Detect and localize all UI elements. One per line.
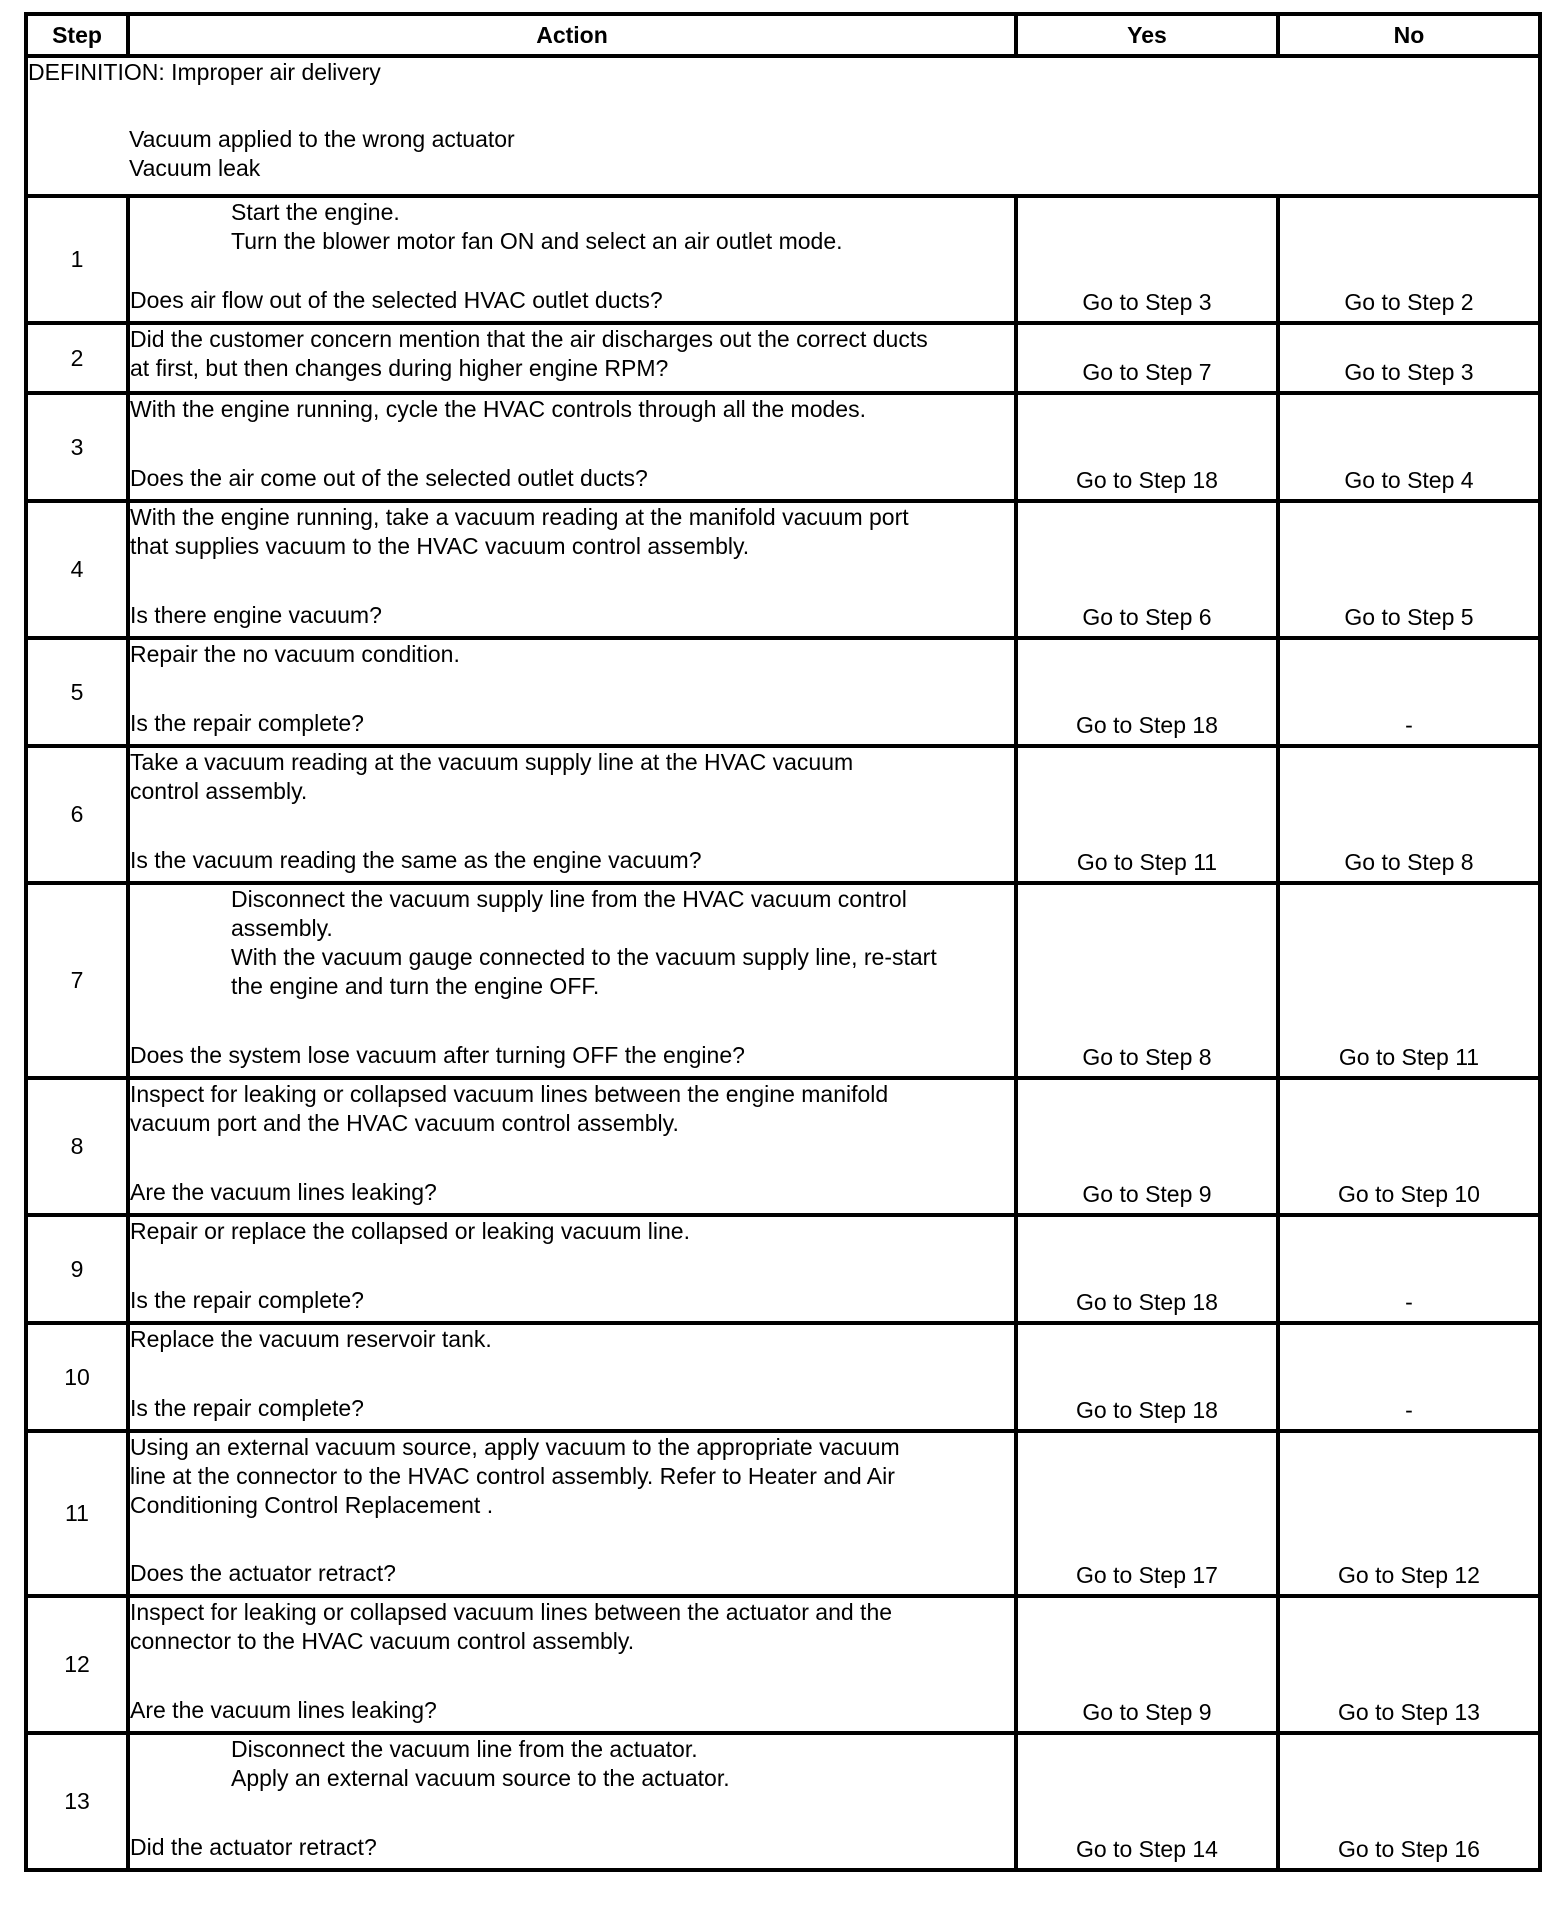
- action-question: Does the actuator retract?: [130, 1560, 396, 1586]
- step-row: [26, 883, 1540, 1078]
- action-text: Inspect for leaking or collapsed vacuum lines between the actuator and the: [130, 1599, 893, 1625]
- step-action: [128, 746, 1016, 883]
- action-text: Inspect for leaking or collapsed vacuum lines between the engine manifold: [130, 1081, 889, 1107]
- no-result: Go to Step 3: [1278, 323, 1540, 393]
- step-action: [128, 1733, 1016, 1870]
- no-result: Go to Step 10: [1278, 1078, 1540, 1215]
- action-text: Replace the vacuum reservoir tank.: [130, 1326, 492, 1352]
- no-result: -: [1278, 1215, 1540, 1323]
- action-text: control assembly.: [130, 778, 308, 804]
- step-row: [26, 1323, 1540, 1431]
- yes-result: Go to Step 18: [1016, 1323, 1278, 1431]
- header-step: Step: [26, 14, 128, 56]
- step-row: [26, 501, 1540, 638]
- action-text: that supplies vacuum to the HVAC vacuum control assembly.: [130, 533, 750, 559]
- no-result: Go to Step 8: [1278, 746, 1540, 883]
- action-question: Is the repair complete?: [130, 710, 364, 736]
- header-row: [26, 14, 1540, 56]
- yes-result: Go to Step 9: [1016, 1078, 1278, 1215]
- header-no: No: [1278, 14, 1540, 56]
- step-number: 11: [26, 1431, 128, 1596]
- step-row: [26, 393, 1540, 501]
- step-number: 4: [26, 501, 128, 638]
- action-instruction: Turn the blower motor fan ON and select an air outlet mode.: [231, 228, 843, 254]
- action-question: Is the repair complete?: [130, 1287, 364, 1313]
- definition-item: Vacuum leak: [129, 155, 261, 181]
- action-instruction: With the vacuum gauge connected to the vacuum supply line, re-start: [231, 944, 937, 970]
- action-text: vacuum port and the HVAC vacuum control assembly.: [130, 1110, 679, 1136]
- yes-result: Go to Step 11: [1016, 746, 1278, 883]
- yes-result: Go to Step 17: [1016, 1431, 1278, 1596]
- step-action: [128, 638, 1016, 746]
- step-action: [128, 1078, 1016, 1215]
- action-question: Are the vacuum lines leaking?: [130, 1179, 437, 1205]
- action-question: Are the vacuum lines leaking?: [130, 1697, 437, 1723]
- definition-item: Vacuum applied to the wrong actuator: [129, 126, 515, 152]
- action-text: Conditioning Control Replacement .: [130, 1492, 494, 1518]
- no-result: Go to Step 2: [1278, 196, 1540, 323]
- step-action: [128, 1215, 1016, 1323]
- action-question: Does the air come out of the selected outlet ducts?: [130, 465, 648, 491]
- step-action: [128, 1431, 1016, 1596]
- step-number: 8: [26, 1078, 128, 1215]
- step-action: [128, 883, 1016, 1078]
- no-result: Go to Step 13: [1278, 1596, 1540, 1733]
- yes-result: Go to Step 18: [1016, 393, 1278, 501]
- action-text: line at the connector to the HVAC control assembly. Refer to Heater and Air: [130, 1463, 895, 1489]
- step-number: 10: [26, 1323, 128, 1431]
- definition-cell: [26, 56, 1540, 196]
- step-action: [128, 393, 1016, 501]
- action-text: With the engine running, cycle the HVAC controls through all the modes.: [130, 396, 866, 422]
- step-row: [26, 323, 1540, 393]
- step-row: [26, 1215, 1540, 1323]
- step-number: 9: [26, 1215, 128, 1323]
- step-row: [26, 1431, 1540, 1596]
- step-action: [128, 501, 1016, 638]
- no-result: Go to Step 12: [1278, 1431, 1540, 1596]
- yes-result: Go to Step 6: [1016, 501, 1278, 638]
- yes-result: Go to Step 14: [1016, 1733, 1278, 1870]
- step-action: [128, 323, 1016, 393]
- action-instruction: assembly.: [231, 915, 333, 941]
- action-text: Repair the no vacuum condition.: [130, 641, 460, 667]
- action-text: With the engine running, take a vacuum reading at the manifold vacuum port: [130, 504, 909, 530]
- step-number: 13: [26, 1733, 128, 1870]
- diagnostic-table: [24, 12, 1542, 1872]
- no-result: Go to Step 11: [1278, 883, 1540, 1078]
- action-question: Did the actuator retract?: [130, 1834, 377, 1860]
- action-text: at first, but then changes during higher engine RPM?: [130, 355, 669, 381]
- action-text: connector to the HVAC vacuum control assembly.: [130, 1628, 635, 1654]
- action-text: Take a vacuum reading at the vacuum supply line at the HVAC vacuum: [130, 749, 854, 775]
- action-question: Is there engine vacuum?: [130, 602, 382, 628]
- step-number: 12: [26, 1596, 128, 1733]
- action-instruction: the engine and turn the engine OFF.: [231, 973, 600, 999]
- action-question: Is the vacuum reading the same as the engine vacuum?: [130, 847, 702, 873]
- yes-result: Go to Step 18: [1016, 638, 1278, 746]
- no-result: Go to Step 5: [1278, 501, 1540, 638]
- step-row: [26, 638, 1540, 746]
- action-text: Did the customer concern mention that the air discharges out the correct ducts: [130, 326, 928, 352]
- action-question: Does the system lose vacuum after turning OFF the engine?: [130, 1042, 745, 1068]
- yes-result: Go to Step 7: [1016, 323, 1278, 393]
- definition-label: DEFINITION: Improper air delivery: [28, 59, 381, 85]
- yes-result: Go to Step 3: [1016, 196, 1278, 323]
- action-instruction: Start the engine.: [231, 199, 400, 225]
- yes-result: Go to Step 18: [1016, 1215, 1278, 1323]
- step-number: 7: [26, 883, 128, 1078]
- yes-result: Go to Step 9: [1016, 1596, 1278, 1733]
- no-result: Go to Step 16: [1278, 1733, 1540, 1870]
- header-action: Action: [128, 14, 1016, 56]
- action-instruction: Disconnect the vacuum supply line from the HVAC vacuum control: [231, 886, 907, 912]
- step-row: [26, 196, 1540, 323]
- step-row: [26, 1596, 1540, 1733]
- no-result: -: [1278, 1323, 1540, 1431]
- step-number: 3: [26, 393, 128, 501]
- action-text: Using an external vacuum source, apply vacuum to the appropriate vacuum: [130, 1434, 900, 1460]
- yes-result: Go to Step 8: [1016, 883, 1278, 1078]
- action-instruction: Disconnect the vacuum line from the actuator.: [231, 1736, 698, 1762]
- action-question: Is the repair complete?: [130, 1395, 364, 1421]
- header-yes: Yes: [1016, 14, 1278, 56]
- step-number: 5: [26, 638, 128, 746]
- no-result: Go to Step 4: [1278, 393, 1540, 501]
- no-result: -: [1278, 638, 1540, 746]
- step-number: 2: [26, 323, 128, 393]
- step-action: [128, 1596, 1016, 1733]
- action-instruction: Apply an external vacuum source to the actuator.: [231, 1765, 730, 1791]
- step-action: [128, 196, 1016, 323]
- action-text: Repair or replace the collapsed or leaking vacuum line.: [130, 1218, 690, 1244]
- step-row: [26, 746, 1540, 883]
- step-number: 1: [26, 196, 128, 323]
- step-number: 6: [26, 746, 128, 883]
- definition-row: [26, 56, 1540, 196]
- step-row: [26, 1733, 1540, 1870]
- step-row: [26, 1078, 1540, 1215]
- step-action: [128, 1323, 1016, 1431]
- action-question: Does air flow out of the selected HVAC outlet ducts?: [130, 287, 663, 313]
